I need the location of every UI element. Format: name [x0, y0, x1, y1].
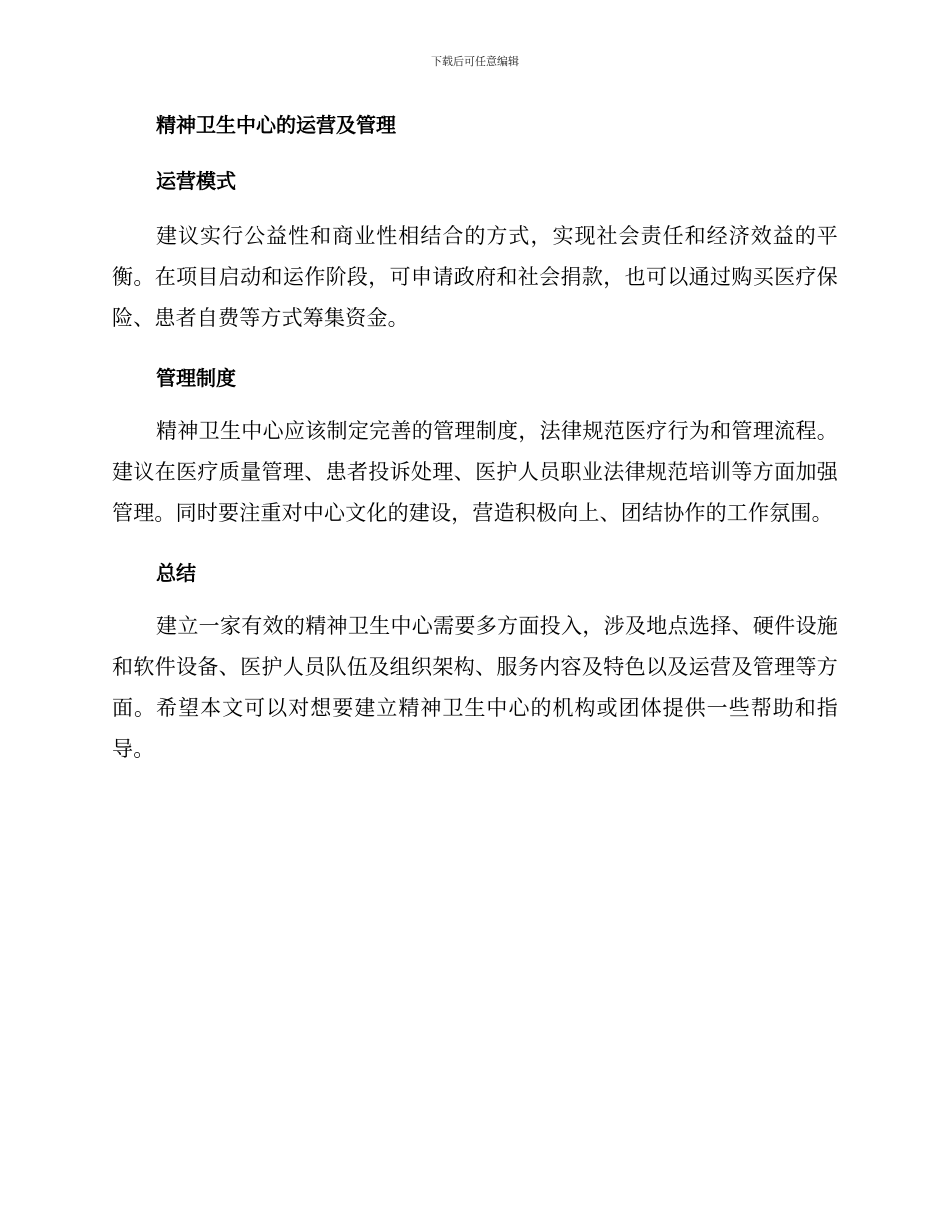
document-title: 精神卫生中心的运营及管理 [156, 113, 396, 137]
section-heading-operation-mode: 运营模式 [156, 169, 236, 193]
header-note: 下载后可任意编辑 [431, 55, 519, 68]
document-body [112, 110, 838, 770]
section-paragraph-summary: 建立一家有效的精神卫生中心需要多方面投入，涉及地点选择、硬件设施和软件设备、医护人员队伍及组织架构、服务内容及特色以及运营及管理等方面。希望本文可以对想要建立精神卫生中心的机构或团体提供一些帮助和指导。 [112, 614, 838, 761]
section-heading-summary: 总结 [156, 561, 196, 585]
section-paragraph-operation-mode: 建议实行公益性和商业性相结合的方式，实现社会责任和经济效益的平衡。在项目启动和运作阶段，可申请政府和社会捐款，也可以通过购买医疗保险、患者自费等方式筹集资金。 [112, 224, 838, 330]
section-paragraph-management-system: 精神卫生中心应该制定完善的管理制度，法律规范医疗行为和管理流程。建议在医疗质量管理、患者投诉处理、医护人员职业法律规范培训等方面加强管理。同时要注重对中心文化的建设，营造积极向上、团结协作的工作氛围。 [112, 419, 838, 525]
section-heading-management-system: 管理制度 [156, 366, 236, 390]
